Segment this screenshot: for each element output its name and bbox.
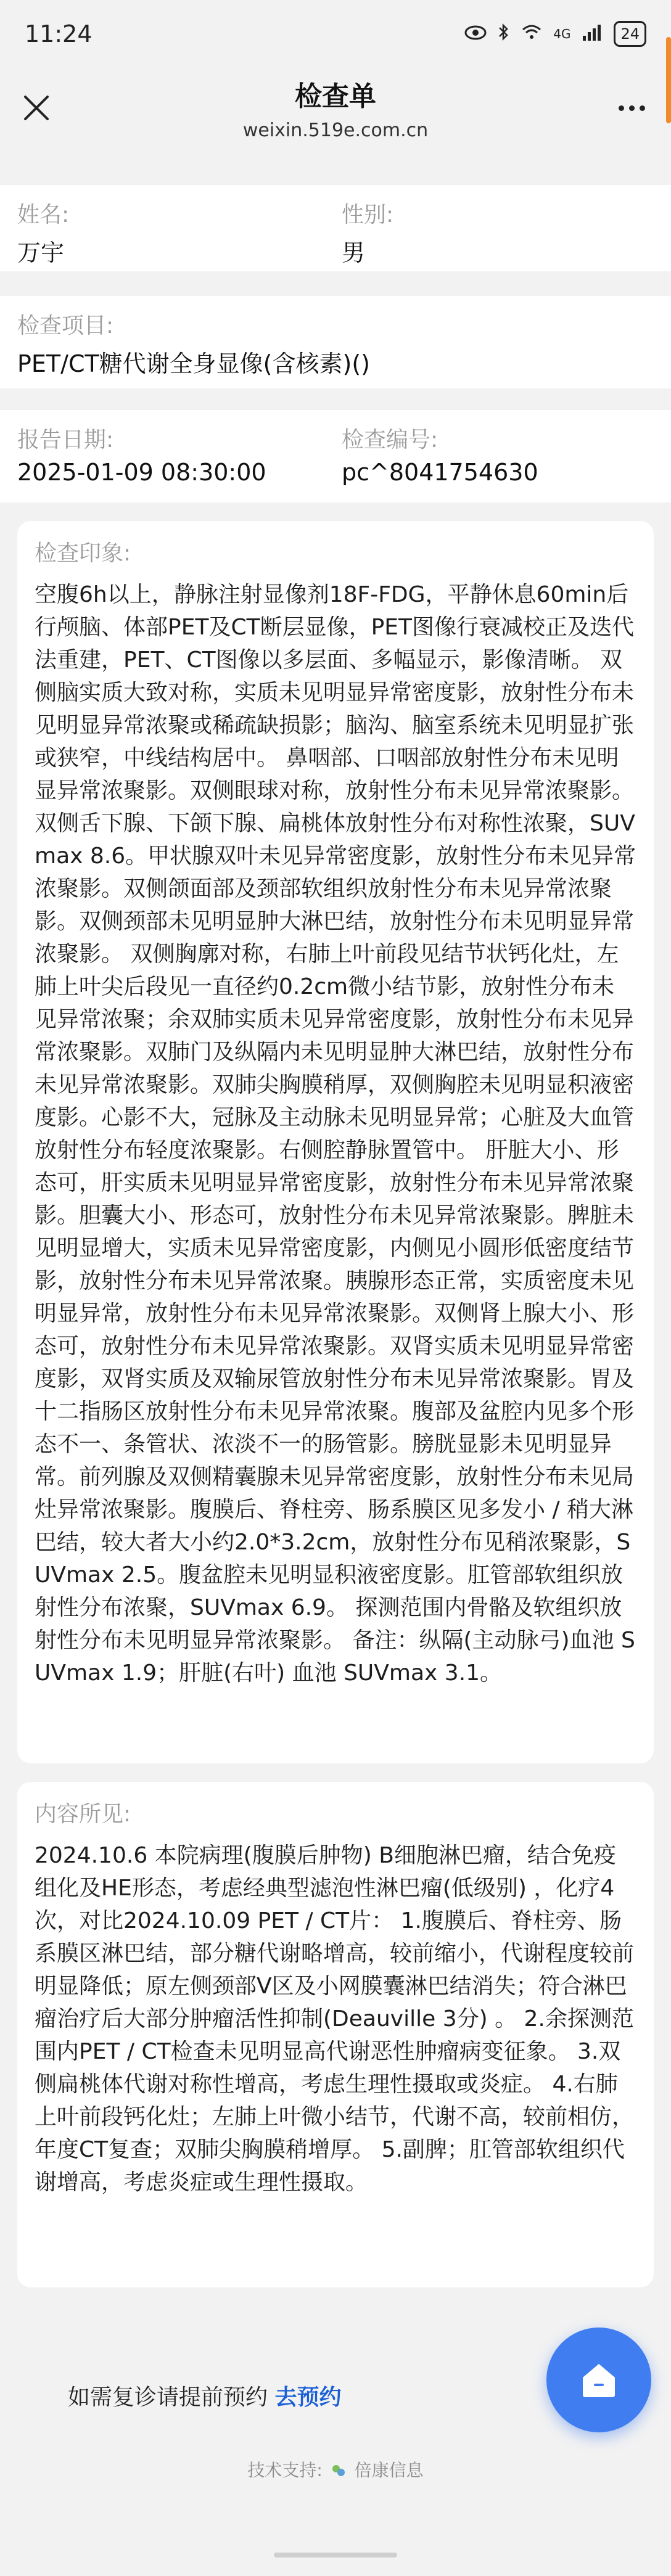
page-url: weixin.519e.com.cn: [242, 120, 429, 141]
patient-info: [0, 185, 671, 271]
exam-item-field: [17, 308, 654, 388]
signal-icon: [582, 23, 603, 45]
findings-title: 内容所见:: [35, 1802, 131, 1827]
nav-title-group: [0, 74, 671, 141]
exam-item-value: PET/CT糖代谢全身显像(含核素)(): [17, 350, 370, 377]
battery-icon: [614, 21, 646, 47]
footer-brand: 倍康信息: [354, 2460, 424, 2480]
exam-no-value: pc^8041754630: [342, 459, 538, 486]
gender-field: [329, 197, 654, 271]
bluetooth-icon: [498, 23, 510, 46]
eye-icon: [464, 24, 487, 44]
more-icon: [616, 105, 648, 111]
nav-bar: [0, 68, 671, 148]
brand-logo-icon: [328, 2460, 355, 2480]
followup-prompt: [68, 2380, 341, 2411]
exam-no-label: 检查编号:: [342, 427, 438, 453]
footer-label: 技术支持:: [247, 2460, 323, 2480]
footer: [0, 2457, 671, 2482]
name-field: [17, 197, 329, 271]
book-appointment-link[interactable]: 去预约: [274, 2385, 342, 2410]
impression-text: 空腹6h以上，静脉注射显像剂18F-FDG，平静休息60min后行颅脑、体部PET及CT断层显像，PET图像行衰减校正及迭代法重建，PET、CT图像以多层面、多幅显示，影像清晰。 双侧脑实质大致对称，实质未见明显异常密度影，放射性分布未见明显异常浓聚或稀疏缺损影；脑沟、脑室系统未见明显扩张或狭窄，中线结构居中。 鼻咽部、口咽部放射性分布未见明显异常浓聚影。双侧眼球对称，放射性分布未见异常浓聚影。双侧舌下腺、下颌下腺、扁桃体放射性分布对称性浓聚，SUVmax 8.6。甲状腺双叶未见异常密度影，放射性分布未见异常浓聚影。双侧颌面部及颈部软组织放射性分布未见异常浓聚影。双侧颈部未见明显肿大淋巴结，放射性分布未见明显异常浓聚影。 双侧胸廓对称，右肺上叶前段见结节状钙化灶，左肺上叶尖后段见一直径约0.2cm微小结节影，放射性分布未见异常浓聚；余双肺实质未见异常密度影，放射性分布未见异常浓聚影。双肺门及纵隔内未见明显肿大淋巴结，放射性分布未见异常浓聚影。双肺尖胸膜稍厚，双侧胸腔未见明显积液密度影。心影不大，冠脉及主动脉未见明显异常；心脏及大血管放射性分布轻度浓聚影。右侧腔静脉置管中。 肝脏大小、形态可，肝实质未见明显异常密度影，放射性分布未见异常浓聚影。胆囊大小、形态可，放射性分布未见异常浓聚影。脾脏未见明显增大，实质未见异常密度影，内侧见小圆形低密度结节影，放射性分布未见异常浓聚。胰腺形态正常，实质密度未见明显异常，放射性分布未见异常浓聚影。双侧肾上腺大小、形态可，放射性分布未见异常浓聚影。双肾实质未见明显异常密度影，双肾实质及双输尿管放射性分布未见异常浓聚影。胃及十二指肠区放射性分布未见异常浓聚。腹部及盆腔内见多个形态不一、条管状、浓淡不一的肠管影。膀胱显影未见明显异常。前列腺及双侧精囊腺未见异常密度影，放射性分布未见局灶异常浓聚影。腹膜后、脊柱旁、肠系膜区见多发小 / 稍大淋巴结，较大者大小约2.0*3.2cm，放射性分布见稍浓聚影，SUVmax 2.5。腹盆腔未见明显积液密度影。肛管部软组织放射性分布浓聚，SUVmax 6.9。 探测范围内骨骼及软组织放射性分布未见明显异常浓聚影。 备注：纵隔(主动脉弓)血池 SUVmax 1.9；肝脏(右叶) 血池 SUVmax 3.1。: [35, 582, 636, 1686]
findings-text: 2024.10.6 本院病理(腹膜后肿物) B细胞淋巴瘤，结合免疫组化及HE形态，考虑经典型滤泡性淋巴瘤(低级别) ，化疗4次，对比2024.10.09 PET / CT片： 1.腹膜后、脊柱旁、肠系膜区淋巴结，部分糖代谢略增高，较前缩小，代谢程度较前明显降低；原左侧颈部V区及小网膜囊淋巴结消失；符合淋巴瘤治疗后大部分肿瘤活性抑制(Deauville 3分) 。 2.余探测范围内PET / CT检查未见明显高代谢恶性肿瘤病变征象。 3.双侧扁桃体代谢对称性增高，考虑生理性摄取或炎症。 4.右肺上叶前段钙化灶；左肺上叶微小结节，代谢不高，较前相仿，年度CT复查；双肺尖胸膜稍增厚。 5.副脾；肛管部软组织代谢增高，考虑炎症或生理性摄取。: [35, 1843, 635, 2195]
gender-label: 性别:: [342, 202, 394, 228]
close-icon: [23, 94, 50, 121]
report-date-field: [17, 422, 329, 502]
exam-no-field: [329, 422, 654, 502]
name-value: 万宇: [17, 239, 65, 266]
wifi-icon: [521, 23, 542, 45]
impression-card: [17, 521, 654, 1763]
gender-value: 男: [342, 239, 366, 266]
home-indicator[interactable]: [274, 2553, 397, 2558]
exam-info: [0, 296, 671, 388]
status-bar: [0, 0, 671, 68]
findings-card: [17, 1782, 654, 2287]
impression-title: 检查印象:: [35, 541, 131, 566]
signal-label: 4G: [553, 27, 571, 41]
report-date-value: 2025-01-09 08:30:00: [17, 459, 266, 486]
name-label: 姓名:: [17, 202, 70, 228]
report-date-label: 报告日期:: [17, 427, 114, 453]
more-button[interactable]: [607, 86, 656, 129]
floating-home-button[interactable]: [546, 2328, 651, 2432]
status-icons: [464, 21, 646, 47]
close-button[interactable]: [15, 86, 58, 129]
home-icon: [575, 2357, 622, 2403]
report-info: [0, 410, 671, 502]
page-title: 检查单: [295, 81, 376, 112]
exam-item-label: 检查项目:: [17, 313, 114, 338]
followup-text: 如需复诊请提前预约: [68, 2385, 268, 2410]
status-time: 11:24: [25, 20, 93, 47]
battery-level: 24: [620, 25, 640, 43]
